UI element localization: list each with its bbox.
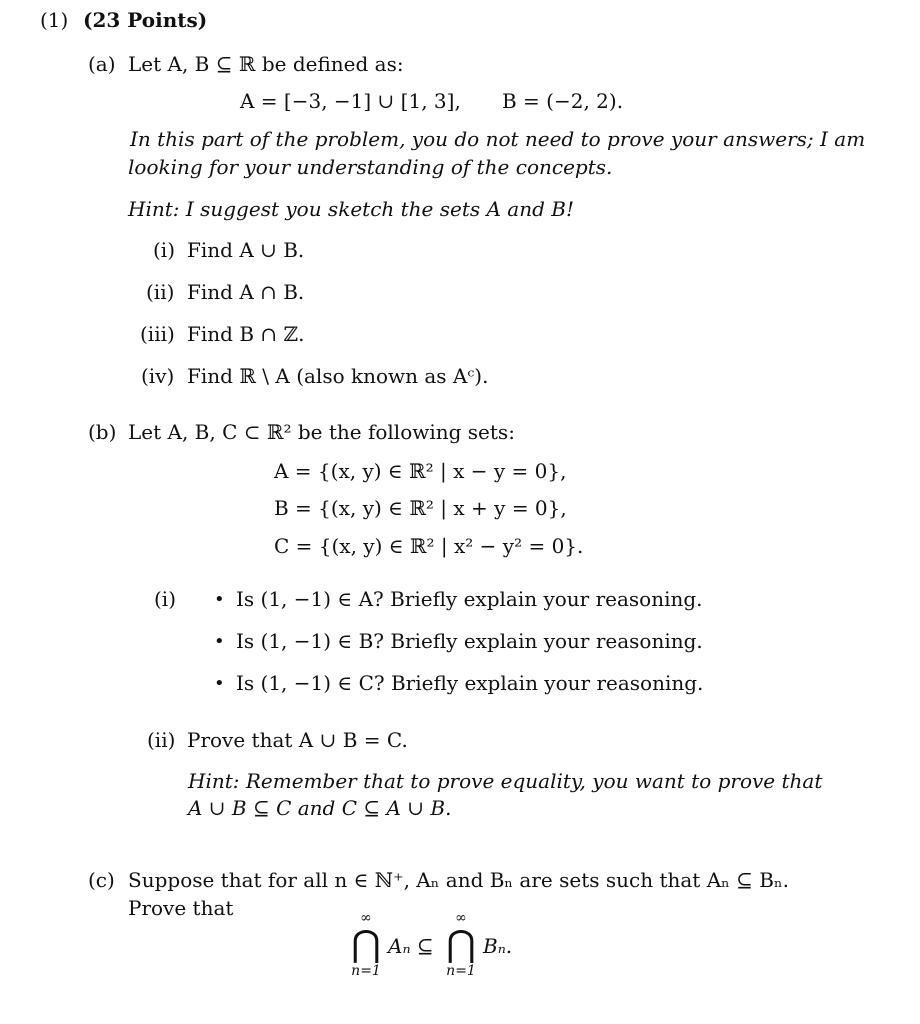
intersection-operator-a	[346, 910, 386, 980]
intersection-upper-limit: ∞	[455, 910, 467, 926]
intersection-symbol: ⋂	[351, 923, 381, 965]
bullet-marker: •	[214, 673, 225, 694]
part-c-label: (c)	[88, 868, 115, 892]
part-a-item-iv-label: (iv)	[141, 364, 175, 388]
bullet-marker: •	[214, 631, 225, 652]
part-b-bullet-2: Is (1, −1) ∈ B? Briefly explain your reasoning.	[236, 629, 703, 653]
part-a-item-ii-text: Find A ∩ B.	[187, 280, 305, 304]
part-b-label: (b)	[88, 420, 117, 444]
part-b-def-a: A = {(x, y) ∈ ℝ² | x − y = 0},	[274, 459, 567, 483]
part-c-line1: Suppose that for all n ∈ ℕ⁺, Aₙ and Bₙ are sets such that Aₙ ⊆ Bₙ.	[128, 868, 789, 892]
part-a-item-iii-text: Find B ∩ ℤ.	[187, 322, 305, 346]
part-b-hint-line1: Hint: Remember that to prove equality, you want to prove that	[188, 769, 823, 793]
problem-number: (1)	[40, 8, 69, 32]
intersection-lower-limit: n=1	[351, 962, 381, 979]
intersection-symbol: ⋂	[446, 923, 476, 965]
part-a-item-i-text: Find A ∪ B.	[187, 238, 305, 262]
part-a-item-ii-label: (ii)	[146, 280, 175, 304]
part-b-def-b: B = {(x, y) ∈ ℝ² | x + y = 0},	[274, 496, 567, 520]
part-a-note-line1: In this part of the problem, you do not need to prove your answers; I am	[130, 127, 866, 151]
part-b-bullet-1: Is (1, −1) ∈ A? Briefly explain your reasoning.	[236, 587, 703, 611]
part-b-bullet-3: Is (1, −1) ∈ C? Briefly explain your reasoning.	[236, 671, 704, 695]
part-c-line2: Prove that	[128, 896, 234, 920]
part-a-def-a: A = [−3, −1] ∪ [1, 3],	[240, 89, 461, 113]
part-a-intro: Let A, B ⊆ ℝ be defined as:	[128, 52, 404, 76]
part-b-intro: Let A, B, C ⊂ ℝ² be the following sets:	[128, 420, 515, 444]
part-a-note-line2: looking for your understanding of the concepts.	[128, 155, 613, 179]
formula-term-a: Aₙ ⊆	[388, 934, 434, 958]
problem-points: (23 Points)	[83, 8, 208, 32]
bullet-marker: •	[214, 589, 225, 610]
part-a-item-iv-text: Find ℝ \ A (also known as Aᶜ).	[187, 364, 489, 388]
part-a-def-b: B = (−2, 2).	[502, 89, 624, 113]
part-b-hint-line2: A ∪ B ⊆ C and C ⊆ A ∪ B.	[188, 796, 452, 820]
part-a-hint: Hint: I suggest you sketch the sets A and B!	[128, 197, 574, 221]
part-b-sub-ii-text: Prove that A ∪ B = C.	[187, 728, 408, 752]
part-a-item-iii-label: (iii)	[140, 322, 175, 346]
intersection-upper-limit: ∞	[360, 910, 372, 926]
formula-term-b: Bₙ.	[483, 934, 513, 958]
part-a-item-i-label: (i)	[153, 238, 176, 262]
intersection-lower-limit: n=1	[446, 962, 476, 979]
part-b-sub-ii-label: (ii)	[147, 728, 176, 752]
intersection-operator-b	[441, 910, 481, 980]
part-b-sub-i-label: (i)	[154, 587, 177, 611]
part-b-def-c: C = {(x, y) ∈ ℝ² | x² − y² = 0}.	[274, 534, 584, 558]
part-a-label: (a)	[88, 52, 116, 76]
